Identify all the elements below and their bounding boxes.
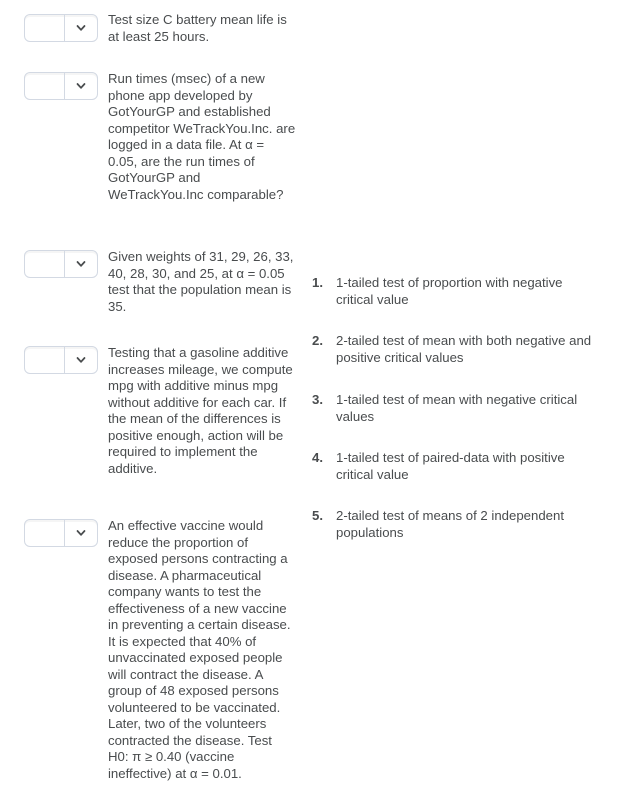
answer-text: 2-tailed test of mean with both negative and positive critical values — [336, 333, 592, 365]
match-select-5[interactable] — [24, 519, 98, 547]
answer-number: 1. — [312, 275, 323, 290]
question-2-text: Run times (msec) of a new phone app developed by GotYourGP and established competitor WeTrackYou.Inc. are logged in a data file. At α = 0.05, are the run times of GotYourGP and WeTrackYou.Inc comparable? — [108, 71, 296, 202]
match-select-4[interactable] — [24, 346, 98, 374]
chevron-down-icon[interactable] — [65, 520, 97, 546]
match-select-3[interactable] — [24, 250, 98, 278]
answer-number: 2. — [312, 333, 323, 348]
answer-text: 1-tailed test of proportion with negative critical value — [336, 275, 563, 307]
question-4-text: Testing that a gasoline additive increases mileage, we compute mpg with additive minus mpg without additive for each car. If the mean of the differences is positive enough, action will be required to implement the additive. — [108, 345, 293, 476]
chevron-down-icon[interactable] — [65, 73, 97, 99]
chevron-down-icon[interactable] — [65, 347, 97, 373]
answer-number: 3. — [312, 392, 323, 407]
answer-choice-3 — [312, 392, 602, 425]
answer-text: 1-tailed test of mean with negative critical values — [336, 392, 578, 424]
chevron-down-icon[interactable] — [65, 251, 97, 277]
answer-choice-4 — [312, 450, 602, 483]
answer-choice-1 — [312, 275, 602, 308]
answer-choice-2 — [312, 333, 602, 366]
answer-text: 2-tailed test of means of 2 independent populations — [336, 508, 565, 540]
question-1-text: Test size C battery mean life is at least 25 hours. — [108, 12, 287, 44]
answer-choice-5 — [312, 508, 602, 541]
chevron-down-icon[interactable] — [65, 15, 97, 41]
question-5-text: An effective vaccine would reduce the proportion of exposed persons contracting a disease. A pharmaceutical company wants to test the effectiveness of a new vaccine in preventing a certain disease. It is expected that 40% of unvaccinated exposed people will contract the disease. A group of 48 exposed persons volunteered to be vaccinated. Later, two of the volunteers contracted the disease. Test H0: π ≥ 0.40 (vaccine ineffective) at α = 0.01. — [108, 518, 291, 781]
match-select-2[interactable] — [24, 72, 98, 100]
match-select-1[interactable] — [24, 14, 98, 42]
answer-number: 5. — [312, 508, 323, 523]
question-3-text: Given weights of 31, 29, 26, 33, 40, 28, 30, and 25, at α = 0.05 test that the population mean is 35. — [108, 249, 294, 314]
answer-number: 4. — [312, 450, 323, 465]
answer-text: 1-tailed test of paired-data with positive critical value — [336, 450, 565, 482]
